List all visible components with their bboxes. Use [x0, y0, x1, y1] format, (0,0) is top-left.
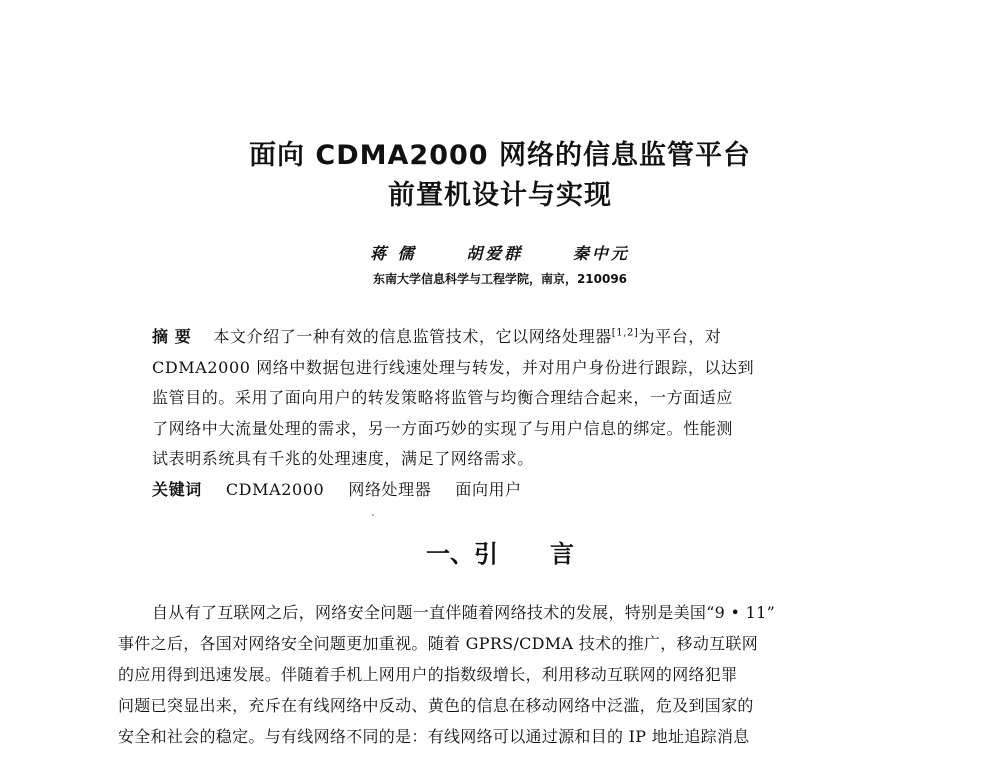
affiliation: 东南大学信息科学与工程学院，南京，210096	[372, 272, 628, 286]
body-line-2: 事件之后，各国对网络安全问题更加重视。随着 GPRS/CDMA 技术的推广，移动互联网	[118, 634, 759, 653]
abstract-line-4: 了网络中大流量处理的需求，另一方面巧妙的实现了与用户信息的绑定。性能测	[152, 418, 734, 438]
abstract-block	[152, 322, 852, 505]
abstract-text-1-tail: 为平台，对	[638, 327, 722, 346]
body-line-5: 安全和社会的稳定。与有线网络不同的是：有线网络可以通过源和目的 IP 地址追踪消息	[118, 727, 750, 746]
author-1: 蒋 儒	[370, 244, 417, 263]
keywords-line	[152, 475, 852, 506]
stray-mark	[372, 514, 374, 516]
author-list	[0, 241, 1000, 264]
abstract-label: 摘 要	[152, 327, 192, 346]
abstract-line-1	[152, 322, 852, 353]
body-text	[118, 597, 888, 752]
paper-title-line-1: 面向 CDMA2000 网络的信息监管平台	[249, 140, 751, 171]
body-line-1-text: 自从有了互联网之后，网络安全问题一直伴随着网络技术的发展，特别是美国“9 • 11”	[152, 603, 776, 622]
keywords-label: 关键词	[152, 479, 202, 499]
keyword-2: 网络处理器	[348, 479, 432, 499]
paper-title-line-2: 前置机设计与实现	[388, 180, 612, 211]
body-line-3: 的应用得到迅速发展。伴随着手机上网用户的指数级增长，利用移动互联网的网络犯罪	[118, 665, 738, 684]
section-title: 言	[550, 540, 574, 568]
abstract-text-1: 本文介绍了一种有效的信息监管技术，它以网络处理器	[213, 327, 612, 346]
body-line-4: 问题已突显出来，充斥在有线网络中反动、黄色的信息在移动网络中泛滥，危及到国家的	[118, 696, 754, 715]
citation-ref: [1,2]	[611, 327, 639, 339]
section-heading	[0, 534, 1000, 569]
abstract-line-3: 监管目的。采用了面向用户的转发策略将监管与均衡合理结合起来，一方面适应	[152, 388, 734, 407]
body-line-1	[118, 597, 888, 628]
author-3: 秦中元	[572, 244, 630, 263]
abstract-line-2: CDMA2000 网络中数据包进行线速处理与转发，并对用户身份进行跟踪，以达到	[152, 357, 755, 377]
abstract-line-5: 试表明系统具有千兆的处理速度，满足了网络需求。	[152, 449, 534, 468]
author-2: 胡爱群	[466, 244, 524, 263]
section-number: 一、引	[426, 540, 498, 568]
keyword-3: 面向用户	[455, 479, 522, 499]
keyword-1: CDMA2000	[225, 479, 325, 499]
